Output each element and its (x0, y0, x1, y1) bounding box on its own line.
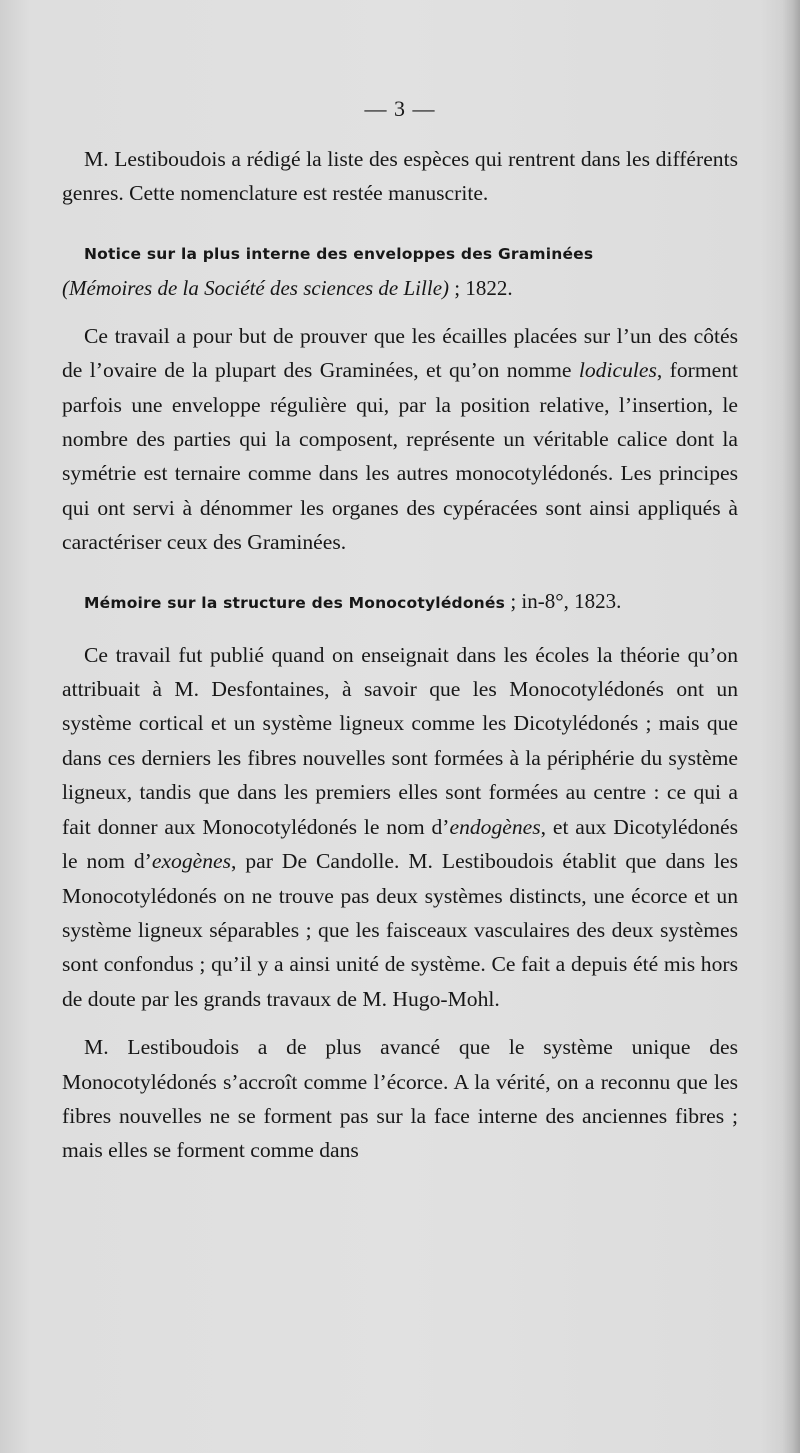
section-heading-notice-year: ; 1822. (449, 275, 513, 300)
paragraph-lodicules (62, 319, 738, 560)
paragraph-structure (62, 638, 738, 1016)
paragraph-structure-italic-endogenes: endogènes (449, 814, 541, 839)
paragraph-lodicules-part-1: Ce travail a pour but de prouver que les écailles placées sur l’un des côtés de l’ovaire de la plupart des Graminées, et qu’on nomme (62, 323, 738, 383)
paragraph-structure-part-2: , et aux Dicotylédonés le nom d’ (62, 814, 738, 874)
paragraph-lodicules-italic: lodicules (578, 358, 657, 383)
section-heading-notice (62, 235, 738, 305)
section-heading-notice-title: Notice sur la plus interne des enveloppes des Graminées (84, 244, 594, 263)
paragraph-structure-part-1: Ce travail fut publié quand on enseignait dans les écoles la théorie qu’on attribuait à M. Desfontaines, à savoir que les Monocotylédonés ont un système cortical et un système ligneux comme les Dicotylédonés ; mais que dans ces derniers les fibres nouvelles sont formées à la périphérie du système ligneux, tandis que dans les premiers elles sont formées au centre : ce qui a fait donner aux Monocotylédonés le nom d’ (62, 642, 738, 839)
paragraph-lodicules-part-2: , forment parfois une enveloppe régulière qui, par la position relative, l’insertion, le nombre des parties qui la composent, représente un véritable calice dont la symétrie est ternaire comme dans les autres monocotylédonés. Les principes qui ont servi à dénommer les organes des cypéracées sont ainsi appliqués à caractériser ceux des Graminées. (62, 358, 738, 555)
paragraph-structure-part-3: , par De Candolle. M. Lestiboudois établit que dans les Monocotylédonés on ne trouve pas deux systèmes distincts, une écorce et un système ligneux séparables ; que les faisceaux vasculaires des deux systèmes sont confondus ; qu’il y a ainsi unité de système. Ce fait a depuis été mis hors de doute par les grands travaux de M. Hugo-Mohl. (62, 849, 738, 1011)
section-heading-memoire-tail: ; in-8°, 1823. (505, 588, 622, 613)
page-edge-shadow (782, 0, 800, 1453)
section-heading-notice-source: (Mémoires de la Société des sciences de Lille) (62, 275, 450, 300)
page-number: — 3 — (364, 96, 436, 121)
paragraph-accroissement: M. Lestiboudois a de plus avancé que le système unique des Monocotylédonés s’accroît comme l’écorce. A la vérité, on a reconnu que les fibres nouvelles ne se forment pas sur la face interne des anciennes fibres ; mais elles se forment comme dans (62, 1035, 738, 1163)
paragraph-structure-italic-exogenes: exogènes (151, 849, 232, 874)
section-heading-memoire-title: Mémoire sur la structure des Monocotylédonés (84, 593, 506, 612)
page-content (62, 96, 738, 1168)
section-heading-memoire (62, 584, 738, 620)
paragraph-nomenclature: M. Lestiboudois a rédigé la liste des espèces qui rentrent dans les différents genres. Cette nomenclature est restée manuscrite. (62, 147, 738, 206)
